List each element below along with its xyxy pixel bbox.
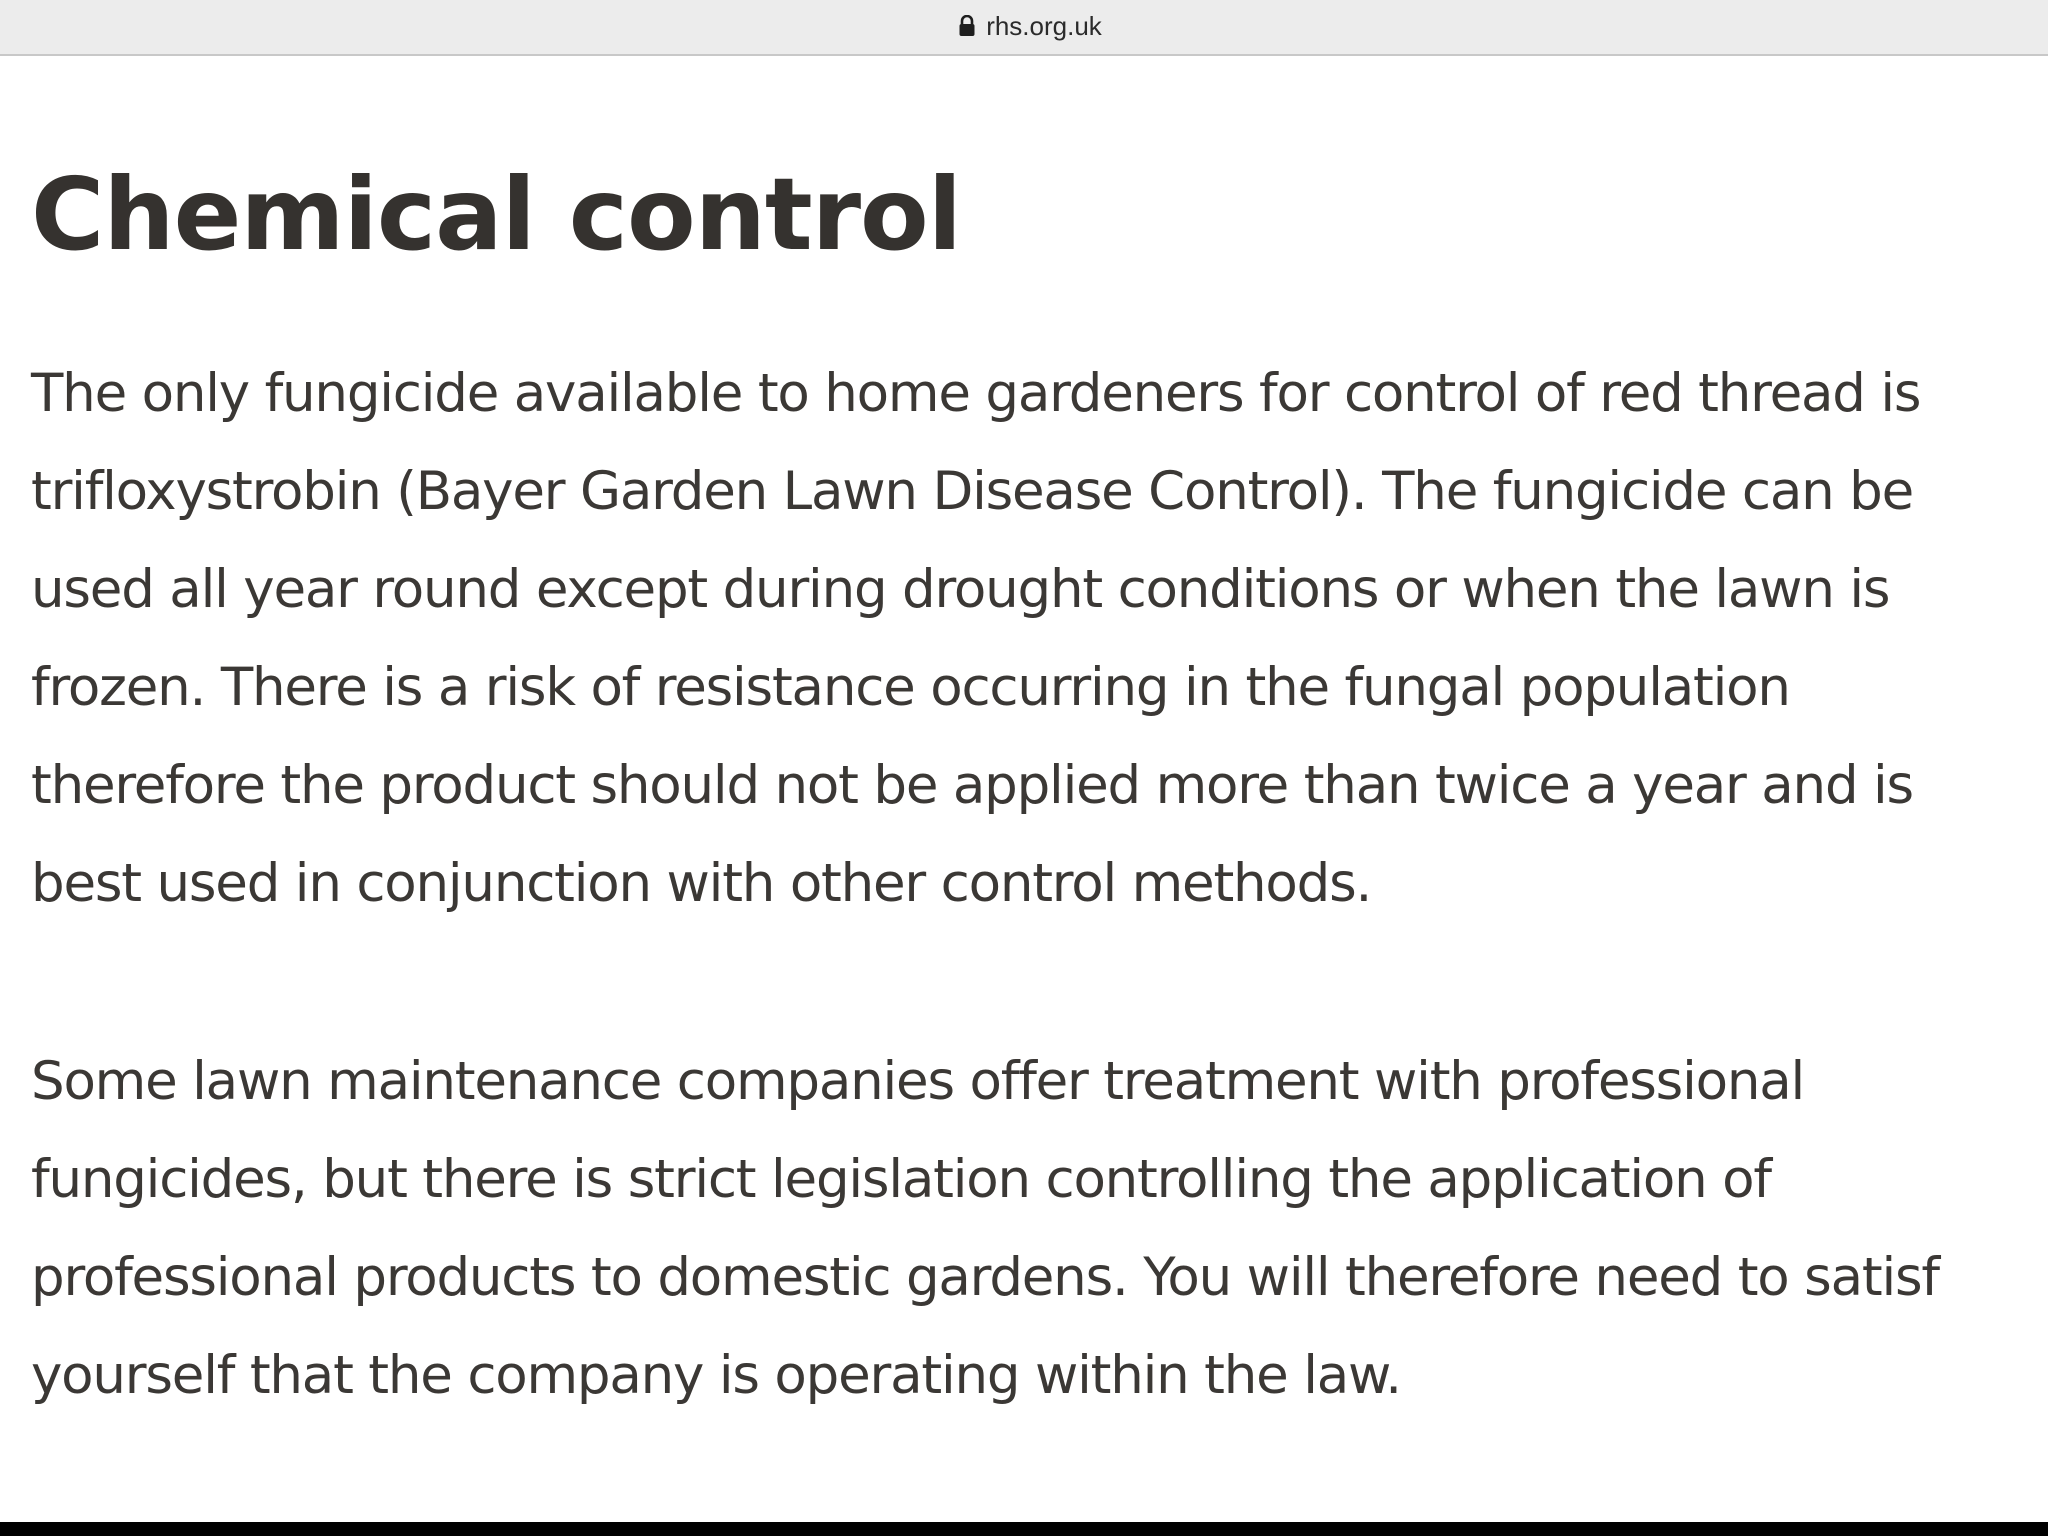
- url-display[interactable]: [958, 11, 1102, 42]
- paragraph-2: Some lawn maintenance companies offer treatment with professional fungicides, but there is strict legislation controlling the application of professional products to domestic gardens. You will therefore need to satisf yourself that the company is operating within the law.: [31, 1051, 1939, 1406]
- bottom-edge: [0, 1522, 2048, 1536]
- browser-address-bar[interactable]: [0, 0, 2048, 56]
- article-content: [31, 150, 2048, 1406]
- url-text: rhs.org.uk: [986, 10, 1102, 41]
- section-heading: Chemical control: [31, 156, 961, 273]
- lock-icon: [958, 15, 976, 37]
- paragraph-1: The only fungicide available to home gardeners for control of red thread is trifloxystrobin (Bayer Garden Lawn Disease Control). The fungicide can be used all year round except during drought conditions or when the lawn is frozen. There is a risk of resistance occurring in the fungal population therefore the product should not be applied more than twice a year and is best used in conjunction with other control methods.: [31, 363, 1921, 914]
